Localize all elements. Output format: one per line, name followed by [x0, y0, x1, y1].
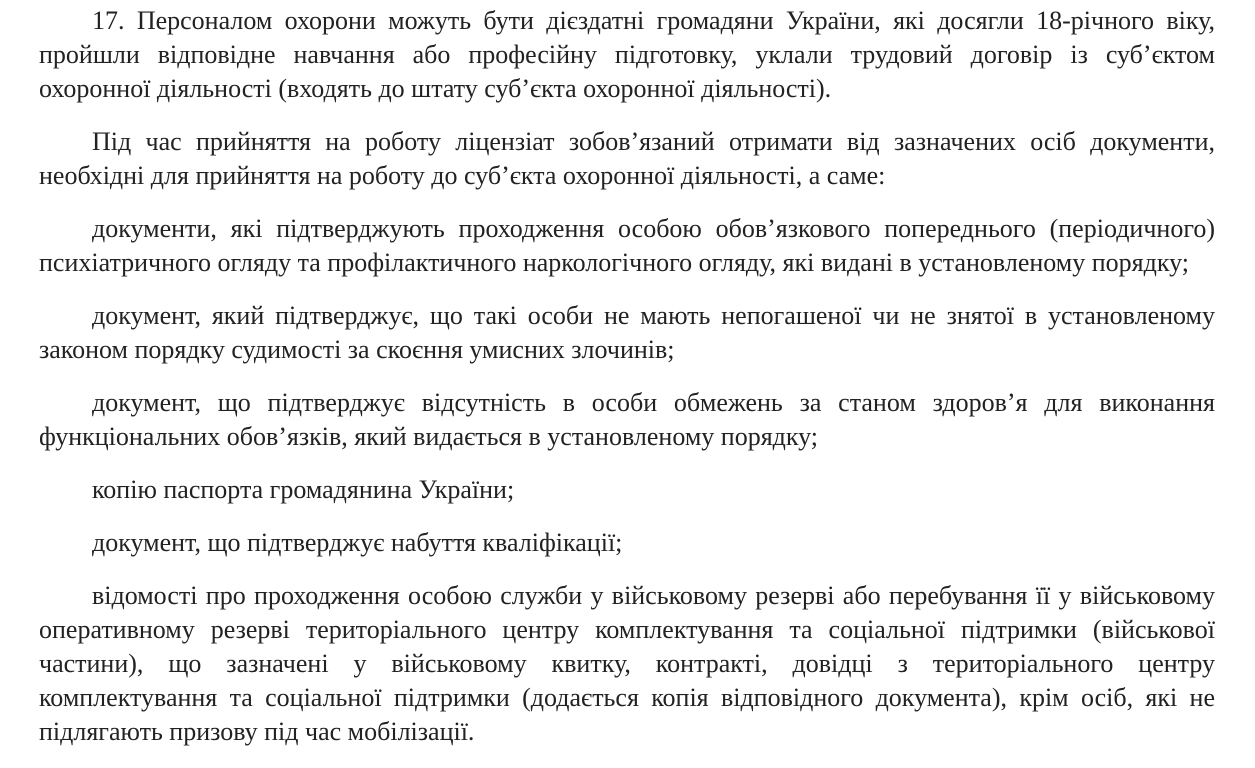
paragraph-medical-exam: документи, які підтверджують проходження особою обов’язкового попереднього (періодичного) психіатричного огляду та профілактичного наркологічного огляду, які видані в установленому порядку; [39, 214, 1215, 277]
paragraph-health-restrictions: документ, що підтверджує відсутність в особи обмежень за станом здоров’я для виконання функціональних обов’язків, який видається в установленому порядку; [39, 388, 1215, 451]
paragraph-passport-copy: копію паспорта громадянина України; [92, 475, 515, 504]
paragraph-staff-requirements: 17. Персоналом охорони можуть бути дієздатні громадяни України, які досягли 18-річного віку, пройшли відповідне навчання або професійну підготовку, уклали трудовий договір із суб’єктом охоронної діяльності (входять до штату суб’єкта охоронної діяльності). [39, 6, 1215, 103]
paragraph-qualification: документ, що підтверджує набуття кваліфікації; [92, 528, 623, 557]
paragraph-military-reserve: відомості про проходження особою служби у військовому резерві або перебування її у військовому оперативному резерві територіального центру комплектування та соціальної підтримки (військової частини), що зазначені у військовому квитку, контракті, довідці з територіального центру комплектування та соціальної підтримки (додається копія відповідного документа), крім осіб, які не підлягають призову під час мобілізації. [39, 581, 1215, 746]
paragraph-criminal-record: документ, який підтверджує, що такі особи не мають непогашеної чи не знятої в установленому законом порядку судимості за скоєння умисних злочинів; [39, 301, 1215, 364]
paragraph-hiring-documents: Під час прийняття на роботу ліцензіат зобов’язаний отримати від зазначених осіб документи, необхідні для прийняття на роботу до суб’єкта охоронної діяльності, а саме: [39, 127, 1215, 190]
